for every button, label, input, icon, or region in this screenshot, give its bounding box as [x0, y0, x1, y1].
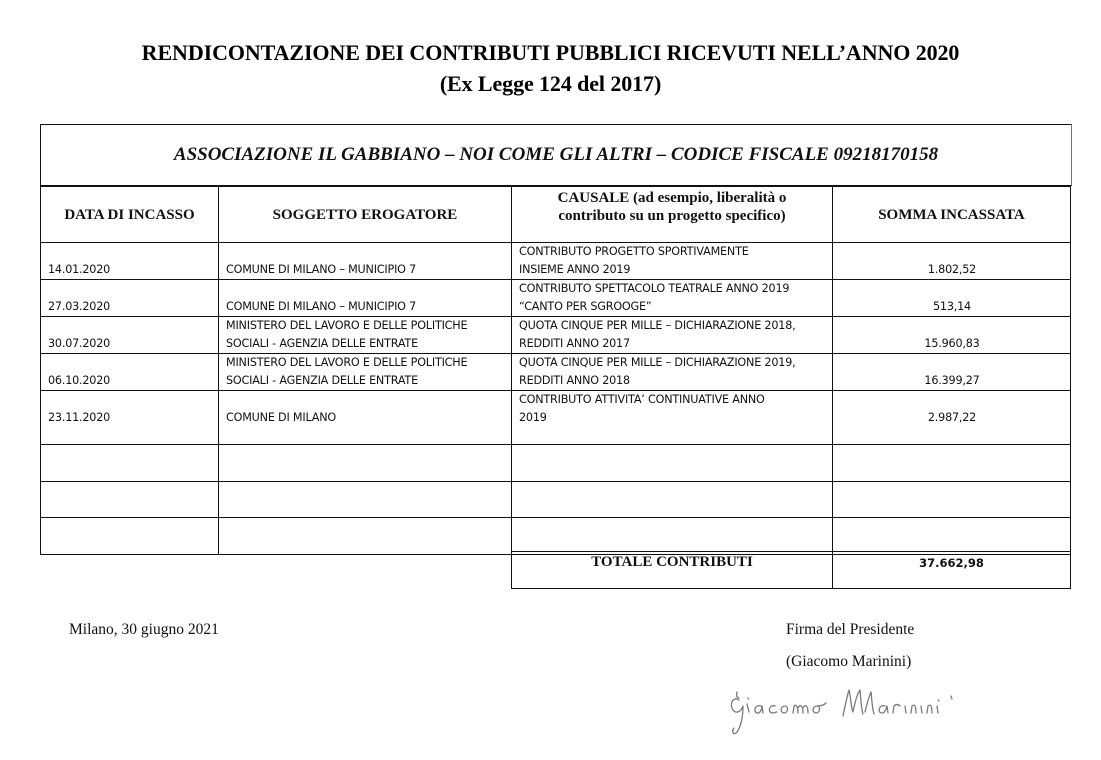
organization-header	[40, 124, 1072, 186]
provider-line2: COMUNE DI MILANO – MUNICIPIO 7	[226, 263, 417, 276]
cell-date: 30.07.2020	[41, 317, 219, 354]
cell-provider	[219, 391, 512, 445]
table-row	[41, 317, 1071, 354]
signature-name: (Giacomo Marinini)	[786, 653, 912, 670]
cell-amount: 16.399,27	[833, 354, 1071, 391]
header-reason-line2: contributo su un progetto specifico)	[558, 208, 786, 224]
cell-empty	[41, 518, 219, 555]
table-row	[41, 391, 1071, 445]
cell-reason	[512, 280, 833, 317]
reason-line1: QUOTA CINQUE PER MILLE – DICHIARAZIONE 2019,	[519, 356, 796, 369]
cell-amount: 15.960,83	[833, 317, 1071, 354]
cell-empty	[833, 445, 1071, 482]
provider-line2: COMUNE DI MILANO – MUNICIPIO 7	[226, 300, 417, 313]
provider-line2: SOCIALI - AGENZIA DELLE ENTRATE	[226, 337, 418, 350]
table-row-empty	[41, 445, 1071, 482]
cell-empty	[512, 481, 833, 518]
cell-date: 14.01.2020	[41, 243, 219, 280]
table-row-empty	[41, 481, 1071, 518]
provider-line2: COMUNE DI MILANO	[226, 411, 336, 424]
reason-line2: INSIEME ANNO 2019	[519, 263, 631, 276]
header-reason-line1: CAUSALE (ad esempio, liberalità o	[557, 190, 787, 206]
cell-provider	[219, 354, 512, 391]
cell-reason	[512, 243, 833, 280]
cell-empty	[219, 445, 512, 482]
cell-empty	[512, 445, 833, 482]
cell-amount: 2.987,22	[833, 391, 1071, 445]
table-header-row	[41, 187, 1071, 243]
cell-empty	[219, 481, 512, 518]
reason-line1: CONTRIBUTO PROGETTO SPORTIVAMENTE	[519, 245, 749, 258]
cell-provider	[219, 317, 512, 354]
cell-empty	[833, 518, 1071, 555]
cell-date: 27.03.2020	[41, 280, 219, 317]
cell-date: 23.11.2020	[41, 391, 219, 445]
total-label: TOTALE CONTRIBUTI	[512, 552, 833, 589]
reason-line2: “CANTO PER SGROOGE”	[519, 300, 652, 313]
provider-line1: MINISTERO DEL LAVORO E DELLE POLITICHE	[226, 319, 468, 332]
cell-empty	[41, 481, 219, 518]
cell-amount: 513,14	[833, 280, 1071, 317]
cell-provider	[219, 243, 512, 280]
cell-reason	[512, 354, 833, 391]
document-title: RENDICONTAZIONE DEI CONTRIBUTI PUBBLICI RICEVUTI NELL’ANNO 2020	[141, 40, 960, 65]
place-date: Milano, 30 giugno 2021	[69, 621, 219, 638]
reason-line1: QUOTA CINQUE PER MILLE – DICHIARAZIONE 2018,	[519, 319, 796, 332]
cell-reason	[512, 317, 833, 354]
table-row	[41, 280, 1071, 317]
reason-line2: REDDITI ANNO 2018	[519, 374, 630, 387]
cell-provider	[219, 280, 512, 317]
cell-empty	[833, 481, 1071, 518]
reason-line2: 2019	[519, 411, 547, 424]
provider-line2: SOCIALI - AGENZIA DELLE ENTRATE	[226, 374, 418, 387]
header-provider: SOGGETTO EROGATORE	[219, 187, 512, 243]
header-reason	[512, 187, 833, 243]
table-row-empty	[41, 518, 1071, 555]
cell-empty	[41, 445, 219, 482]
reason-line1: CONTRIBUTO SPETTACOLO TEATRALE ANNO 2019	[519, 282, 790, 295]
handwritten-signature-icon	[725, 682, 1015, 742]
cell-empty	[219, 518, 512, 555]
table-row	[41, 243, 1071, 280]
header-date: DATA DI INCASSO	[41, 187, 219, 243]
cell-date: 06.10.2020	[41, 354, 219, 391]
cell-reason	[512, 391, 833, 445]
reason-line1: CONTRIBUTO ATTIVITA’ CONTINUATIVE ANNO	[519, 393, 765, 406]
table-row	[41, 354, 1071, 391]
provider-line1	[226, 243, 505, 261]
provider-line1	[226, 280, 505, 298]
cell-empty	[512, 518, 833, 555]
document-subtitle: (Ex Legge 124 del 2017)	[439, 71, 662, 96]
total-value: 37.662,98	[833, 552, 1071, 589]
signature-title: Firma del Presidente	[786, 621, 915, 638]
total-row	[511, 551, 1071, 589]
header-amount: SOMMA INCASSATA	[833, 187, 1071, 243]
cell-amount: 1.802,52	[833, 243, 1071, 280]
organization-name: ASSOCIAZIONE IL GABBIANO – NOI COME GLI ALTRI – CODICE FISCALE 09218170158	[173, 144, 939, 165]
provider-line1: MINISTERO DEL LAVORO E DELLE POLITICHE	[226, 356, 468, 369]
contributions-table	[40, 186, 1071, 555]
reason-line2: REDDITI ANNO 2017	[519, 337, 630, 350]
